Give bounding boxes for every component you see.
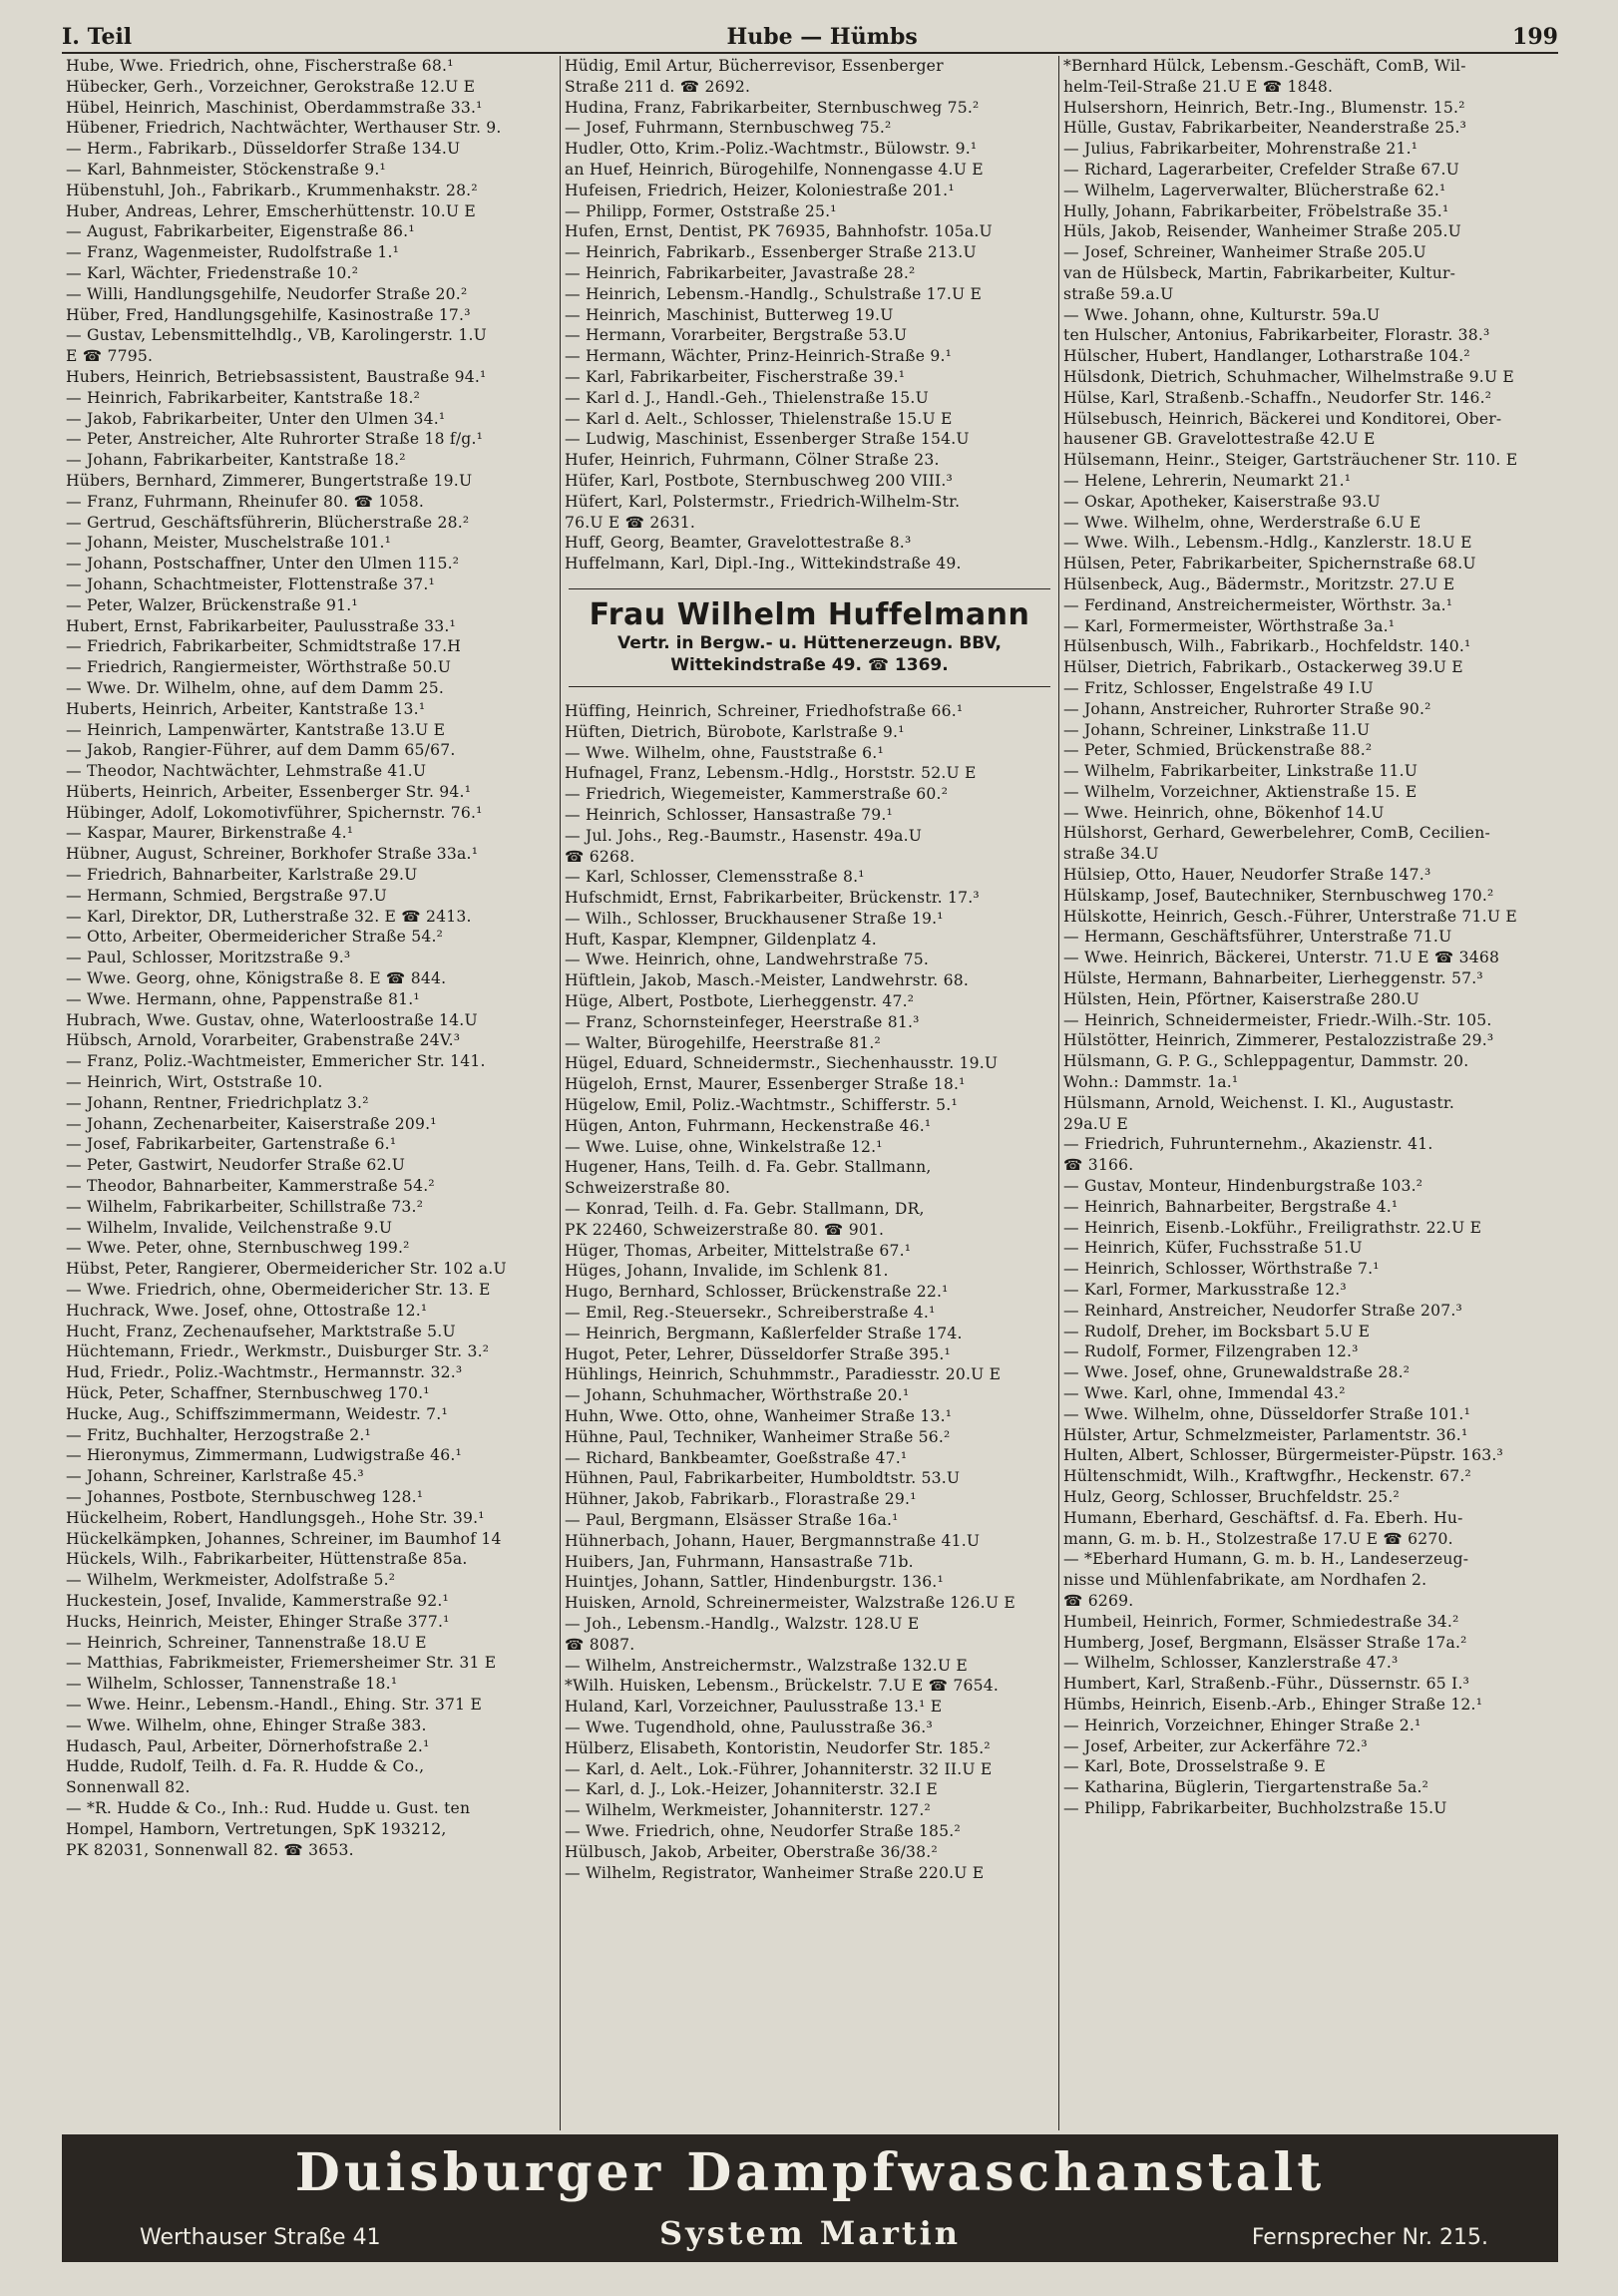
directory-entry: Hugo, Bernhard, Schlosser, Brückenstraße 22.¹ xyxy=(565,1283,949,1302)
directory-entry: — *Eberhard Humann, G. m. b. H., Landeserzeug- xyxy=(1063,1550,1469,1569)
directory-entry: — Walter, Bürogehilfe, Heerstraße 81.² xyxy=(565,1033,881,1052)
directory-entry: Huffelmann, Karl, Dipl.-Ing., Wittekindstraße 49. xyxy=(565,555,962,574)
directory-entry: — Philipp, Former, Oststraße 25.¹ xyxy=(565,201,837,220)
directory-entry: — Fritz, Schlosser, Engelstraße 49 I.U xyxy=(1063,678,1374,697)
directory-entry: Hülskamp, Josef, Bautechniker, Sternbuschweg 170.² xyxy=(1063,886,1494,905)
directory-entry: — Jul. Johs., Reg.-Baumstr., Hasenstr. 49a.U xyxy=(565,826,923,845)
directory-entry: — Wwe. Dr. Wilhelm, ohne, auf dem Damm 25. xyxy=(66,678,445,697)
directory-entry: — Karl d. Aelt., Schlosser, Thielenstraße 15.U E xyxy=(565,409,953,428)
directory-entry: 76.U E ☎ 2631. xyxy=(565,513,696,532)
directory-entry: — Wilhelm, Vorzeichner, Aktienstraße 15. E xyxy=(1063,782,1417,801)
directory-entry: Huber, Andreas, Lehrer, Emscherhüttenstr. 10.U E xyxy=(66,201,476,220)
directory-entry: Huff, Georg, Beamter, Gravelottestraße 8.³ xyxy=(565,534,912,553)
directory-entry: Hompel, Hamborn, Vertretungen, SpK 193212, xyxy=(66,1819,447,1838)
section-label: I. Teil xyxy=(62,24,133,50)
banner-address: Werthauser Straße 41 xyxy=(140,2225,381,2250)
directory-entry: — Herm., Fabrikarb., Düsseldorfer Straße 134.U xyxy=(66,140,461,159)
directory-entry: Hübinger, Adolf, Lokomotivführer, Spichernstr. 76.¹ xyxy=(66,803,483,822)
directory-entry: Hüftlein, Jakob, Masch.-Meister, Landwehrstr. 68. xyxy=(565,971,969,990)
directory-entry: Hülle, Gustav, Fabrikarbeiter, Neanderstraße 25.³ xyxy=(1063,119,1467,138)
directory-entry: — Paul, Schlosser, Moritzstraße 9.³ xyxy=(66,949,351,967)
directory-entry: — Rudolf, Dreher, im Bocksbart 5.U E xyxy=(1063,1322,1371,1340)
directory-entry: Huibers, Jan, Fuhrmann, Hansastraße 71b. xyxy=(565,1552,914,1571)
directory-entry: — Wwe. Tugendhold, ohne, Paulusstraße 36.³ xyxy=(565,1718,933,1736)
directory-entry: Humberg, Josef, Bergmann, Elsässer Straße 17a.² xyxy=(1063,1633,1467,1652)
directory-entry: Hugot, Peter, Lehrer, Düsseldorfer Straße 395.¹ xyxy=(565,1344,951,1363)
directory-entry: straße 34.U xyxy=(1063,845,1159,864)
directory-entry: — Heinrich, Fabrikarbeiter, Kantstraße 18.² xyxy=(66,388,421,407)
directory-entry: — Paul, Bergmann, Elsässer Straße 16a.¹ xyxy=(565,1511,899,1529)
directory-entry: — Friedrich, Bahnarbeiter, Karlstraße 29.U xyxy=(66,866,418,885)
directory-entry: Hülste, Hermann, Bahnarbeiter, Lierheggenstr. 57.³ xyxy=(1063,969,1483,988)
directory-entry: — Wwe. Josef, ohne, Grunewaldstraße 28.² xyxy=(1063,1363,1411,1382)
page-number: 199 xyxy=(1512,24,1558,50)
banner-title: Duisburger Dampfwaschanstalt xyxy=(294,2142,1326,2203)
directory-entry: — Hieronymus, Zimmermann, Ludwigstraße 46.¹ xyxy=(66,1446,462,1465)
directory-entry: Huchrack, Wwe. Josef, ohne, Ottostraße 12.¹ xyxy=(66,1301,428,1320)
directory-entry: Huhn, Wwe. Otto, ohne, Wanheimer Straße 13.¹ xyxy=(565,1407,953,1426)
directory-entry: Hulz, Georg, Schlosser, Bruchfeldstr. 25.² xyxy=(1063,1487,1400,1506)
directory-entry: — Heinrich, Eisenb.-Lokführ., Freiligrathstr. 22.U E xyxy=(1063,1218,1482,1237)
directory-entry: Hück, Peter, Schaffner, Sternbuschweg 170.¹ xyxy=(66,1384,430,1402)
directory-entry: — Franz, Poliz.-Wachtmeister, Emmericher Str. 141. xyxy=(66,1052,486,1071)
directory-entry: Hülsenbusch, Wilh., Fabrikarb., Hochfeldstr. 140.¹ xyxy=(1063,637,1471,656)
directory-entry: — *R. Hudde & Co., Inh.: Rud. Hudde u. Gust. ten xyxy=(66,1798,471,1817)
directory-entry: Hühner, Jakob, Fabrikarb., Florastraße 29.¹ xyxy=(565,1490,917,1509)
directory-entry: — Heinrich, Vorzeichner, Ehinger Straße 2.¹ xyxy=(1063,1716,1421,1734)
directory-entry: Schweizerstraße 80. xyxy=(565,1179,731,1198)
directory-entry: — Wwe. Georg, ohne, Königstraße 8. E ☎ 844. xyxy=(66,969,447,988)
directory-entry: Hugener, Hans, Teilh. d. Fa. Gebr. Stallmann, xyxy=(565,1158,932,1177)
directory-entry: — Wwe. Heinrich, ohne, Landwehrstraße 75. xyxy=(565,951,930,969)
directory-entry: — Johann, Rentner, Friedrichplatz 3.² xyxy=(66,1093,369,1112)
directory-entry: Sonnenwall 82. xyxy=(66,1778,191,1797)
column-2-bottom xyxy=(565,701,1054,1883)
directory-entry: Hümbs, Heinrich, Eisenb.-Arb., Ehinger Straße 12.¹ xyxy=(1063,1695,1483,1714)
directory-entry: Humbeil, Heinrich, Former, Schmiedestraße 34.² xyxy=(1063,1612,1459,1631)
directory-entry: — Matthias, Fabrikmeister, Friemersheimer Str. 31 E xyxy=(66,1654,497,1673)
directory-entry: — Wwe. Karl, ohne, Immendal 43.² xyxy=(1063,1384,1346,1402)
directory-entry: van de Hülsbeck, Martin, Fabrikarbeiter, Kultur- xyxy=(1063,263,1456,282)
directory-entry: mann, G. m. b. H., Stolzestraße 17.U E ☎ 6270. xyxy=(1063,1529,1453,1548)
directory-entry: Hüberts, Heinrich, Arbeiter, Essenberger Str. 94.¹ xyxy=(66,782,472,801)
directory-entry: — Johann, Schreiner, Karlstraße 45.³ xyxy=(66,1467,364,1486)
directory-entry: Hudler, Otto, Krim.-Poliz.-Wachtmstr., Bülowstr. 9.¹ xyxy=(565,140,978,159)
banner-phone: Fernsprecher Nr. 215. xyxy=(1251,2225,1488,2250)
footer-advertisement xyxy=(62,2134,1558,2262)
directory-entry: Hufnagel, Franz, Lebensm.-Hdlg., Horststr. 52.U E xyxy=(565,764,977,783)
directory-entry: Huckestein, Josef, Invalide, Kammerstraße 92.¹ xyxy=(66,1591,449,1610)
directory-entry: — Karl, Schlosser, Clemensstraße 8.¹ xyxy=(565,868,865,887)
directory-entry: Hülsdonk, Dietrich, Schuhmacher, Wilhelmstraße 9.U E xyxy=(1063,367,1514,386)
directory-entry: — Karl, d. Aelt., Lok.-Führer, Johanniterstr. 32 II.U E xyxy=(565,1759,993,1778)
directory-entry: Hückels, Wilh., Fabrikarbeiter, Hüttenstraße 85a. xyxy=(66,1550,468,1569)
directory-entry: — Johannes, Postbote, Sternbuschweg 128.¹ xyxy=(66,1487,424,1506)
directory-entry: — Heinrich, Bahnarbeiter, Bergstraße 4.¹ xyxy=(1063,1197,1399,1216)
directory-entry: Hülsten, Hein, Pförtner, Kaiserstraße 280.U xyxy=(1063,989,1419,1008)
directory-entry: Huft, Kaspar, Klempner, Gildenplatz 4. xyxy=(565,930,877,949)
directory-entry: — Emil, Reg.-Steuersekr., Schreiberstraße 4.¹ xyxy=(565,1304,936,1323)
directory-entry: Hucke, Aug., Schiffszimmermann, Weidestr. 7.¹ xyxy=(66,1404,448,1423)
directory-entry: — Wilhelm, Invalide, Veilchenstraße 9.U xyxy=(66,1218,393,1237)
directory-entry: — Ferdinand, Anstreichermeister, Wörthstr. 3a.¹ xyxy=(1063,595,1453,614)
directory-entry: — Rudolf, Former, Filzengraben 12.³ xyxy=(1063,1342,1359,1361)
directory-entry: Huland, Karl, Vorzeichner, Paulusstraße 13.¹ E xyxy=(565,1698,943,1717)
directory-entry: — Karl, Bote, Drosselstraße 9. E xyxy=(1063,1757,1326,1776)
directory-entry: Hühnerbach, Johann, Hauer, Bergmannstraße 41.U xyxy=(565,1531,981,1550)
directory-entry: — Jakob, Rangier-Führer, auf dem Damm 65/67. xyxy=(66,741,456,760)
directory-entry: — Josef, Schreiner, Wanheimer Straße 205.U xyxy=(1063,243,1426,262)
directory-entry: Hülsiep, Otto, Hauer, Neudorfer Straße 147.³ xyxy=(1063,866,1431,885)
directory-entry: Hüften, Dietrich, Bürobote, Karlstraße 9.¹ xyxy=(565,722,905,741)
directory-entry: Hülser, Dietrich, Fabrikarb., Ostackerweg 39.U E xyxy=(1063,658,1463,677)
directory-entry: — Johann, Zechenarbeiter, Kaiserstraße 209.¹ xyxy=(66,1114,437,1133)
directory-entry: — Hermann, Schmied, Bergstraße 97.U xyxy=(66,886,387,905)
directory-entry: — Johann, Postschaffner, Unter den Ulmen 115.² xyxy=(66,555,460,574)
directory-entry: — Peter, Schmied, Brückenstraße 88.² xyxy=(1063,741,1373,760)
directory-entry: — Philipp, Fabrikarbeiter, Buchholzstraße 15.U xyxy=(1063,1798,1447,1817)
directory-entry: Hudde, Rudolf, Teilh. d. Fa. R. Hudde & Co., xyxy=(66,1757,425,1776)
directory-entry: — Richard, Bankbeamter, Goeßstraße 47.¹ xyxy=(565,1448,908,1467)
directory-entry: — Peter, Gastwirt, Neudorfer Straße 62.U xyxy=(66,1156,406,1175)
directory-entry: — Wilhelm, Registrator, Wanheimer Straße 220.U E xyxy=(565,1863,985,1882)
directory-entry: — Karl, Bahnmeister, Stöckenstraße 9.¹ xyxy=(66,160,386,179)
directory-entry: Hüffing, Heinrich, Schreiner, Friedhofstraße 66.¹ xyxy=(565,701,964,720)
directory-entry: Hulten, Albert, Schlosser, Bürgermeister-Püpstr. 163.³ xyxy=(1063,1446,1503,1465)
directory-entry: — Johann, Schuhmacher, Wörthstraße 20.¹ xyxy=(565,1386,910,1405)
ad-line-1: Vertr. in Bergw.- u. Hüttenerzeugn. BBV, xyxy=(617,632,1002,653)
directory-entry: Hüber, Fred, Handlungsgehilfe, Kasinostraße 17.³ xyxy=(66,305,471,324)
directory-entry: — Reinhard, Anstreicher, Neudorfer Straße 207.³ xyxy=(1063,1301,1462,1320)
directory-entry: nisse und Mühlenfabrikate, am Nordhafen 2. xyxy=(1063,1571,1427,1590)
directory-entry: — Johann, Schreiner, Linkstraße 11.U xyxy=(1063,720,1371,739)
directory-entry: Hülse, Karl, Straßenb.-Schaffn., Neudorfer Str. 146.² xyxy=(1063,388,1492,407)
directory-entry: Hudina, Franz, Fabrikarbeiter, Sternbuschweg 75.² xyxy=(565,98,980,117)
directory-columns xyxy=(62,56,1558,2130)
directory-entry: straße 59.a.U xyxy=(1063,284,1174,303)
directory-entry: — Konrad, Teilh. d. Fa. Gebr. Stallmann, DR, xyxy=(565,1200,925,1219)
directory-entry: Hülstötter, Heinrich, Zimmerer, Pestalozzistraße 29.³ xyxy=(1063,1031,1494,1050)
directory-entry: — Wilhelm, Schlosser, Kanzlerstraße 47.³ xyxy=(1063,1654,1399,1673)
directory-entry: Hudasch, Paul, Arbeiter, Dörnerhofstraße 2.¹ xyxy=(66,1736,430,1755)
directory-entry: Hube, Wwe. Friedrich, ohne, Fischerstraße 68.¹ xyxy=(66,57,454,75)
directory-entry: — Karl, Formermeister, Wörthstraße 3a.¹ xyxy=(1063,616,1396,635)
directory-entry: — Fritz, Buchhalter, Herzogstraße 2.¹ xyxy=(66,1425,371,1444)
directory-entry: *Bernhard Hülck, Lebensm.-Geschäft, ComB, Wil- xyxy=(1063,57,1466,75)
directory-entry: Humann, Eberhard, Geschäftsf. d. Fa. Eberh. Hu- xyxy=(1063,1508,1463,1527)
directory-entry: Hülsen, Peter, Fabrikarbeiter, Spichernstraße 68.U xyxy=(1063,555,1476,574)
directory-entry: helm-Teil-Straße 21.U E ☎ 1848. xyxy=(1063,77,1334,96)
directory-entry: Hühlings, Heinrich, Schuhmmstr., Paradiesstr. 20.U E xyxy=(565,1365,1002,1384)
directory-entry: — Wwe. Johann, ohne, Kulturstr. 59a.U xyxy=(1063,305,1381,324)
directory-entry: — Gustav, Lebensmittelhdlg., VB, Karolingerstr. 1.U xyxy=(66,326,487,345)
directory-entry: Hufeisen, Friedrich, Heizer, Koloniestraße 201.¹ xyxy=(565,181,955,199)
directory-entry: — Wwe. Wilhelm, ohne, Werderstraße 6.U E xyxy=(1063,513,1421,532)
directory-entry: Hucks, Heinrich, Meister, Ehinger Straße 377.¹ xyxy=(66,1612,450,1631)
ad-line-2: Wittekindstraße 49. ☎ 1369. xyxy=(670,654,949,675)
directory-entry: — Wwe. Peter, ohne, Sternbuschweg 199.² xyxy=(66,1239,410,1258)
directory-entry: Hülberz, Elisabeth, Kontoristin, Neudorfer Str. 185.² xyxy=(565,1738,991,1757)
directory-entry: — Karl, Fabrikarbeiter, Fischerstraße 39.¹ xyxy=(565,367,906,386)
directory-entry: Hübers, Bernhard, Zimmerer, Bungertstraße 19.U xyxy=(66,471,473,490)
directory-entry: — Franz, Schornsteinfeger, Heerstraße 81.³ xyxy=(565,1012,920,1031)
directory-entry: — Karl, d. J., Lok.-Heizer, Johanniterstr. 32.I E xyxy=(565,1780,939,1799)
directory-entry: — Friedrich, Wiegemeister, Kammerstraße 60.² xyxy=(565,785,949,804)
directory-entry: Hübel, Heinrich, Maschinist, Oberdammstraße 33.¹ xyxy=(66,98,483,117)
directory-entry: Hülster, Artur, Schmelzmeister, Parlamentstr. 36.¹ xyxy=(1063,1425,1468,1444)
directory-entry: Hückelkämpken, Johannes, Schreiner, im Baumhof 14 xyxy=(66,1529,502,1548)
directory-entry: — Heinrich, Lampenwärter, Kantstraße 13.U E xyxy=(66,720,446,739)
directory-entry: Hülsemann, Heinr., Steiger, Gartsträuchener Str. 110. E xyxy=(1063,451,1518,470)
directory-entry: — Wwe. Wilhelm, ohne, Düsseldorfer Straße 101.¹ xyxy=(1063,1404,1471,1423)
directory-entry: Hülsenbeck, Aug., Bädermstr., Moritzstr. 27.U E xyxy=(1063,574,1455,593)
directory-entry: — Heinrich, Küfer, Fuchsstraße 51.U xyxy=(1063,1239,1363,1258)
directory-entry: ☎ 8087. xyxy=(565,1635,635,1654)
directory-entry: Hucht, Franz, Zechenaufseher, Marktstraße 5.U xyxy=(66,1322,456,1340)
directory-entry: — Wwe. Wilhelm, ohne, Ehinger Straße 383. xyxy=(66,1716,427,1734)
directory-entry: Hültenschmidt, Wilh., Kraftwgfhr., Heckenstr. 67.² xyxy=(1063,1467,1471,1486)
directory-entry: Hully, Johann, Fabrikarbeiter, Fröbelstraße 35.¹ xyxy=(1063,201,1449,220)
directory-entry: — Wilhelm, Werkmeister, Adolfstraße 5.² xyxy=(66,1571,396,1590)
directory-entry: an Huef, Heinrich, Bürogehilfe, Nonnengasse 4.U E xyxy=(565,160,984,179)
directory-entry: — Johann, Fabrikarbeiter, Kantstraße 18.² xyxy=(66,451,406,470)
directory-entry: — Theodor, Bahnarbeiter, Kammerstraße 54.² xyxy=(66,1177,435,1196)
directory-entry: — Franz, Fuhrmann, Rheinufer 80. ☎ 1058. xyxy=(66,492,425,511)
directory-entry: Hühne, Paul, Techniker, Wanheimer Straße 56.² xyxy=(565,1427,951,1446)
directory-entry: Hübst, Peter, Rangierer, Obermeidericher Str. 102 a.U xyxy=(66,1260,507,1279)
directory-entry: Hud, Friedr., Poliz.-Wachtmstr., Hermannstr. 32.³ xyxy=(66,1363,463,1382)
directory-entry: Wohn.: Dammstr. 1a.¹ xyxy=(1063,1073,1239,1092)
directory-entry: Huisken, Arnold, Schreinermeister, Walzstraße 126.U E xyxy=(565,1594,1015,1613)
directory-entry: Hubert, Ernst, Fabrikarbeiter, Paulusstraße 33.¹ xyxy=(66,616,457,635)
directory-entry: Huberts, Heinrich, Arbeiter, Kantstraße 13.¹ xyxy=(66,699,426,718)
directory-entry: — Peter, Walzer, Brückenstraße 91.¹ xyxy=(66,595,358,614)
directory-entry: Hülsebusch, Heinrich, Bäckerei und Konditorei, Ober- xyxy=(1063,409,1502,428)
page-header xyxy=(62,22,1558,54)
directory-entry: — Kaspar, Maurer, Birkenstraße 4.¹ xyxy=(66,824,354,843)
directory-entry: — Hermann, Vorarbeiter, Bergstraße 53.U xyxy=(565,326,908,345)
directory-entry: — Karl, Direktor, DR, Lutherstraße 32. E ☎ 2413. xyxy=(66,907,472,926)
ad-title: Frau Wilhelm Huffelmann xyxy=(589,596,1030,632)
directory-entry: Hübner, August, Schreiner, Borkhofer Straße 33a.¹ xyxy=(66,845,479,864)
directory-entry: — Theodor, Nachtwächter, Lehmstraße 41.U xyxy=(66,762,427,781)
directory-entry: — Karl d. J., Handl.-Geh., Thielenstraße 15.U xyxy=(565,388,929,407)
directory-entry: Hügeloh, Ernst, Maurer, Essenberger Straße 18.¹ xyxy=(565,1075,966,1094)
column-2 xyxy=(561,56,1059,2130)
directory-entry: — Heinrich, Schneidermeister, Friedr.-Wilh.-Str. 105. xyxy=(1063,1010,1492,1029)
directory-entry: *Wilh. Huisken, Lebensm., Brückelstr. 7.U E ☎ 7654. xyxy=(565,1677,1000,1696)
directory-entry: Hufer, Heinrich, Fuhrmann, Cölner Straße 23. xyxy=(565,451,940,470)
directory-entry: — Willi, Handlungsgehilfe, Neudorfer Straße 20.² xyxy=(66,284,468,303)
directory-entry: Hüfert, Karl, Polstermstr., Friedrich-Wilhelm-Str. xyxy=(565,492,961,511)
directory-entry: — Wwe. Heinr., Lebensm.-Handl., Ehing. Str. 371 E xyxy=(66,1695,483,1714)
directory-entry: — Johann, Schachtmeister, Flottenstraße 37.¹ xyxy=(66,574,435,593)
column-1 xyxy=(62,56,561,2130)
directory-entry: — Wwe. Luise, ohne, Winkelstraße 12.¹ xyxy=(565,1137,883,1156)
banner-system: System Martin xyxy=(658,2214,962,2252)
directory-entry: Hübener, Friedrich, Nachtwächter, Werthauser Str. 9. xyxy=(66,119,502,138)
directory-entry: Hübecker, Gerh., Vorzeichner, Gerokstraße 12.U E xyxy=(66,77,476,96)
directory-entry: — Heinrich, Fabrikarb., Essenberger Straße 213.U xyxy=(565,243,977,262)
directory-entry: Humbert, Karl, Straßenb.-Führ., Düssernstr. 65 I.³ xyxy=(1063,1675,1470,1694)
directory-entry: hausener GB. Gravelottestraße 42.U E xyxy=(1063,430,1376,449)
directory-entry: — Wwe. Friedrich, ohne, Obermeidericher Str. 13. E xyxy=(66,1281,491,1300)
directory-entry: Hüger, Thomas, Arbeiter, Mittelstraße 67.¹ xyxy=(565,1241,912,1260)
directory-entry: Hüchtemann, Friedr., Werkmstr., Duisburger Str. 3.² xyxy=(66,1342,490,1361)
directory-entry: — Ludwig, Maschinist, Essenberger Straße 154.U xyxy=(565,430,970,449)
directory-entry: Hückelheim, Robert, Handlungsgeh., Hohe Str. 39.¹ xyxy=(66,1508,485,1527)
advertisement-box xyxy=(569,588,1050,687)
directory-entry: Hufen, Ernst, Dentist, PK 76935, Bahnhofstr. 105a.U xyxy=(565,222,993,241)
directory-entry: Hülscher, Hubert, Handlanger, Lotharstraße 104.² xyxy=(1063,347,1470,366)
directory-entry: Hügen, Anton, Fuhrmann, Heckenstraße 46.¹ xyxy=(565,1116,932,1135)
directory-entry: — Wilhelm, Fabrikarbeiter, Schillstraße 73.² xyxy=(66,1197,424,1216)
directory-entry: Hühnen, Paul, Fabrikarbeiter, Humboldtstr. 53.U xyxy=(565,1469,961,1488)
directory-entry: Hüls, Jakob, Reisender, Wanheimer Straße 205.U xyxy=(1063,222,1461,241)
directory-entry: ☎ 6269. xyxy=(1063,1591,1134,1610)
directory-entry: — Julius, Fabrikarbeiter, Mohrenstraße 21.¹ xyxy=(1063,140,1418,159)
directory-entry: — Hermann, Wächter, Prinz-Heinrich-Straße 9.¹ xyxy=(565,347,953,366)
directory-entry: Hufschmidt, Ernst, Fabrikarbeiter, Brückenstr. 17.³ xyxy=(565,889,980,908)
directory-entry: — Wilhelm, Anstreichermstr., Walzstraße 132.U E xyxy=(565,1656,969,1675)
directory-entry: Hübenstuhl, Joh., Fabrikarb., Krummenhakstr. 28.² xyxy=(66,181,478,199)
directory-entry: Hüge, Albert, Postbote, Lierheggenstr. 47.² xyxy=(565,992,915,1011)
directory-entry: — Heinrich, Schlosser, Hansastraße 79.¹ xyxy=(565,805,893,824)
directory-entry: — Johann, Anstreicher, Ruhrorter Straße 90.² xyxy=(1063,699,1431,718)
directory-entry: — Wwe. Heinrich, ohne, Bökenhof 14.U xyxy=(1063,803,1385,822)
directory-entry: Hubers, Heinrich, Betriebsassistent, Baustraße 94.¹ xyxy=(66,367,487,386)
directory-entry: — Joh., Lebensm.-Handlg., Walzstr. 128.U E xyxy=(565,1614,920,1633)
directory-entry: — Katharina, Büglerin, Tiergartenstraße 5a.² xyxy=(1063,1778,1429,1797)
directory-entry: 29a.U E xyxy=(1063,1114,1128,1133)
directory-entry: — Gertrud, Geschäftsführerin, Blücherstraße 28.² xyxy=(66,513,470,532)
directory-entry: — Johann, Meister, Muschelstraße 101.¹ xyxy=(66,534,392,553)
directory-entry: Hülsmann, Arnold, Weichenst. I. Kl., Augustastr. xyxy=(1063,1093,1454,1112)
directory-entry: — Peter, Anstreicher, Alte Ruhrorter Straße 18 f/g.¹ xyxy=(66,430,484,449)
column-2-top xyxy=(565,56,1054,574)
directory-entry: — Josef, Fuhrmann, Sternbuschweg 75.² xyxy=(565,119,892,138)
directory-entry: — Wwe. Wilh., Lebensm.-Hdlg., Kanzlerstr. 18.U E xyxy=(1063,534,1472,553)
directory-entry: — Wilh., Schlosser, Bruckhausener Straße 19.¹ xyxy=(565,909,944,928)
directory-entry: — Franz, Wagenmeister, Rudolfstraße 1.¹ xyxy=(66,243,400,262)
directory-entry: E ☎ 7795. xyxy=(66,347,154,366)
directory-entry: Hulsershorn, Heinrich, Betr.-Ing., Blumenstr. 15.² xyxy=(1063,98,1465,117)
directory-entry: — Otto, Arbeiter, Obermeidericher Straße 54.² xyxy=(66,928,444,947)
directory-entry: — Heinrich, Maschinist, Butterweg 19.U xyxy=(565,305,894,324)
directory-entry: — Hermann, Geschäftsführer, Unterstraße 71.U xyxy=(1063,928,1452,947)
directory-entry: Hubrach, Wwe. Gustav, ohne, Waterloostraße 14.U xyxy=(66,1010,478,1029)
directory-entry: — Friedrich, Fabrikarbeiter, Schmidtstraße 17.H xyxy=(66,637,462,656)
directory-entry: — Heinrich, Wirt, Oststraße 10. xyxy=(66,1073,323,1092)
directory-entry: — Helene, Lehrerin, Neumarkt 21.¹ xyxy=(1063,471,1352,490)
directory-entry: PK 22460, Schweizerstraße 80. ☎ 901. xyxy=(565,1220,885,1239)
directory-entry: — Karl, Wächter, Friedenstraße 10.² xyxy=(66,263,359,282)
directory-entry: — Wilhelm, Fabrikarbeiter, Linkstraße 11.U xyxy=(1063,762,1418,781)
directory-entry: Hügel, Eduard, Schneidermstr., Siechenhausstr. 19.U xyxy=(565,1054,999,1073)
directory-entry: Hübsch, Arnold, Vorarbeiter, Grabenstraße 24V.³ xyxy=(66,1031,461,1050)
directory-entry: — Jakob, Fabrikarbeiter, Unter den Ulmen 34.¹ xyxy=(66,409,446,428)
directory-entry: — Wilhelm, Lagerverwalter, Blücherstraße 62.¹ xyxy=(1063,181,1446,199)
directory-entry: — Heinrich, Lebensm.-Handlg., Schulstraße 17.U E xyxy=(565,284,983,303)
directory-entry: ten Hulscher, Antonius, Fabrikarbeiter, Florastr. 38.³ xyxy=(1063,326,1490,345)
directory-entry: ☎ 6268. xyxy=(565,847,635,866)
directory-entry: Hüges, Johann, Invalide, im Schlenk 81. xyxy=(565,1262,889,1281)
directory-entry: ☎ 3166. xyxy=(1063,1156,1134,1175)
directory-entry: Straße 211 d. ☎ 2692. xyxy=(565,77,751,96)
running-head: Hube — Hümbs xyxy=(726,24,918,50)
column-3 xyxy=(1059,56,1558,2130)
directory-entry: — August, Fabrikarbeiter, Eigenstraße 86.¹ xyxy=(66,222,415,241)
directory-entry: — Richard, Lagerarbeiter, Crefelder Straße 67.U xyxy=(1063,160,1459,179)
directory-entry: — Wilhelm, Schlosser, Tannenstraße 18.¹ xyxy=(66,1675,398,1694)
directory-entry: — Wwe. Wilhelm, ohne, Fauststraße 6.¹ xyxy=(565,743,884,762)
directory-entry: Hülskotte, Heinrich, Gesch.-Führer, Unterstraße 71.U E xyxy=(1063,907,1517,926)
directory-entry: — Gustav, Monteur, Hindenburgstraße 103.² xyxy=(1063,1177,1423,1196)
directory-entry: — Wwe. Friedrich, ohne, Neudorfer Straße 185.² xyxy=(565,1821,961,1840)
directory-entry: Hülshorst, Gerhard, Gewerbelehrer, ComB, Cecilien- xyxy=(1063,824,1490,843)
directory-entry: — Friedrich, Fuhrunternehm., Akazienstr. 41. xyxy=(1063,1135,1433,1154)
directory-entry: PK 82031, Sonnenwall 82. ☎ 3653. xyxy=(66,1840,354,1859)
directory-entry: — Wwe. Heinrich, Bäckerei, Unterstr. 71.U E ☎ 3468 xyxy=(1063,949,1500,967)
directory-entry: Hüfer, Karl, Postbote, Sternbuschweg 200 VIII.³ xyxy=(565,471,953,490)
directory-entry: — Heinrich, Schreiner, Tannenstraße 18.U E xyxy=(66,1633,427,1652)
directory-entry: — Friedrich, Rangiermeister, Wörthstraße 50.U xyxy=(66,658,452,677)
directory-entry: — Josef, Fabrikarbeiter, Gartenstraße 6.¹ xyxy=(66,1135,397,1154)
directory-entry: — Josef, Arbeiter, zur Ackerfähre 72.³ xyxy=(1063,1736,1368,1755)
directory-entry: — Heinrich, Bergmann, Kaßlerfelder Straße 174. xyxy=(565,1324,963,1342)
directory-entry: Hülsmann, G. P. G., Schleppagentur, Dammstr. 20. xyxy=(1063,1052,1469,1071)
directory-entry: Hüdig, Emil Artur, Bücherrevisor, Essenberger xyxy=(565,57,944,75)
directory-entry: Hügelow, Emil, Poliz.-Wachtmstr., Schifferstr. 5.¹ xyxy=(565,1096,958,1115)
directory-entry: Huintjes, Johann, Sattler, Hindenburgstr. 136.¹ xyxy=(565,1573,944,1592)
directory-entry: Hülbusch, Jakob, Arbeiter, Oberstraße 36/38.² xyxy=(565,1842,938,1861)
directory-entry: — Wwe. Hermann, ohne, Pappenstraße 81.¹ xyxy=(66,989,420,1008)
directory-entry: — Karl, Former, Markusstraße 12.³ xyxy=(1063,1281,1347,1300)
directory-entry: — Oskar, Apotheker, Kaiserstraße 93.U xyxy=(1063,492,1381,511)
directory-entry: — Heinrich, Schlosser, Wörthstraße 7.¹ xyxy=(1063,1260,1380,1279)
directory-entry: — Heinrich, Fabrikarbeiter, Javastraße 28.² xyxy=(565,263,916,282)
directory-entry: — Wilhelm, Werkmeister, Johanniterstr. 127.² xyxy=(565,1801,931,1820)
